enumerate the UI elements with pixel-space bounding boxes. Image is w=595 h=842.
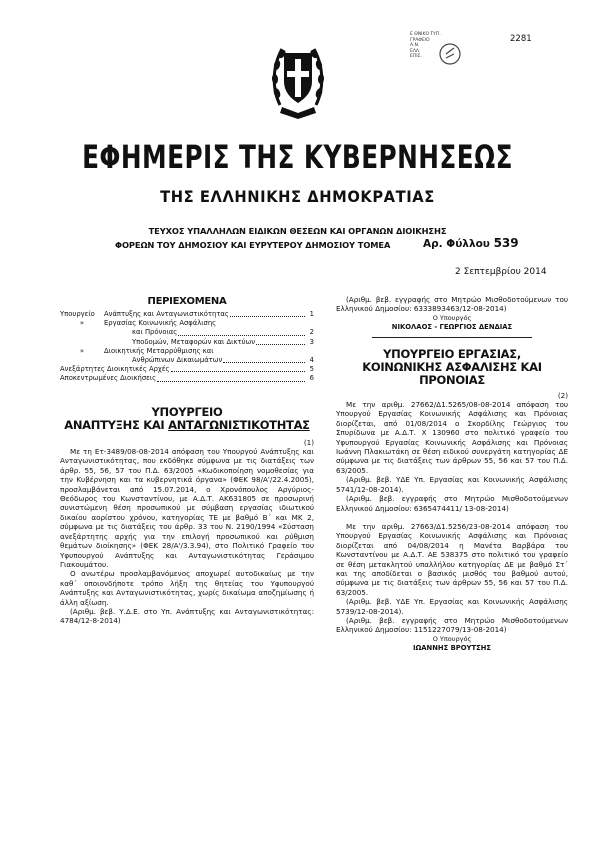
toc-page: 3: [309, 337, 314, 346]
toc-row[interactable]: [60, 310, 314, 319]
toc-row[interactable]: [60, 347, 314, 356]
toc-prefix: »: [79, 346, 85, 355]
toc-label: Ανάπτυξης και Ανταγωνιστικότητας: [104, 310, 229, 318]
toc-label: Διοικητικής Μεταρρύθμισης και: [104, 346, 214, 355]
toc-leader: [178, 335, 305, 336]
toc-page: 1: [309, 310, 314, 318]
decision-paragraph: Ο ανωτέρω προσλαμβανόμενος αποχωρεί αυτοδικαίως με την καθ΄ οποιονδήποτε τρόπο λήξη της θητείας του Υφυπουργού Ανάπτυξης και Ανταγωνιστικότητας, χωρίς δικαίωμα αποζημίωσης ή άλλη αξίωση.: [60, 569, 314, 607]
sheet-number: [423, 236, 519, 250]
toc-leader: [171, 371, 305, 372]
toc-prefix: Υπουργείο: [60, 310, 95, 318]
toc-leader: [223, 362, 305, 363]
issue-date: 2 Σεπτεμβρίου 2014: [455, 267, 547, 277]
toc-label: Υποδομών, Μεταφορών και Δικτύων: [132, 337, 255, 346]
reference-paragraph: (Αριθμ. βεβ. ΥΔΕ Υπ. Εργασίας και Κοινωνικής Ασφάλισης 5741/12-08-2014).: [336, 475, 568, 494]
table-of-contents: [60, 310, 314, 384]
ministry-title-labour: ΥΠΟΥΡΓΕΙΟ ΕΡΓΑΣΙΑΣ, ΚΟΙΝΩΝΙΚΗΣ ΑΣΦΑΛΙΣΗΣ ΚΑΙ ΠΡΟΝΟΙΑΣ: [362, 346, 542, 387]
toc-label: και Πρόνοιας: [132, 328, 178, 337]
issue-type-line-1: ΤΕΥΧΟΣ ΥΠΑΛΛΗΛΩΝ ΕΙΔΙΚΩΝ ΘΕΣΕΩΝ ΚΑΙ ΟΡΓΑΝΩΝ ΔΙΟΙΚΗΣΗΣ: [148, 226, 447, 236]
decision-paragraph: Με την αριθμ. 27663/Δ1.5256/23-08-2014 απόφαση του Υπουργού Εργασίας Κοινωνικής Ασφάλισης και Πρόνοιας διορίζεται από 04/08/2014 η Μανέτα Βαρβάρα του Κωνσταντίνου με Α.Δ.Τ. ΑΕ 538375 στο πολιτικό του γραφείο σε θέση μετακλητού υπαλλήλου κατηγορίας ΔΕ με βαθμό Στ΄ και της αποδίδεται ο βασικός μισθός του βαθμού αυτού, σύμφωνα με τις διατάξεις των άρθρων 55, 56 και 57 του Π.Δ. 63/2005.: [336, 521, 568, 597]
reference-paragraph: (Αριθμ. βεβ. Υ.Δ.Ε. στο Υπ. Ανάπτυξης και Ανταγωνιστικότητας: 4784/12-8-2014): [60, 606, 314, 626]
item-number: (1): [303, 437, 314, 447]
toc-row[interactable]: [60, 365, 314, 374]
decision-paragraph: Με την αριθμ. 27662/Δ1.5265/08-08-2014 απόφαση του Υπουργού Εργασίας Κοινωνικής Ασφάλισης και Πρόνοιας διορίζεται, από 01/08/2014 ο Σκορδίλης Γεώργιος του Σπυρίδωνα με Α.Δ.Τ. Χ 130960 στο πολιτικό γραφείο του Υφυπουργού Εργασίας Κοινωνικής Ασφάλισης και Πρόνοιας Ιωάννη Πλακιωτάκη σε θέση ειδικού συνεργάτη κατηγορίας ΔΕ σύμφωνα με τις διατάξεις των άρθρων 55, 56 και 57 του Π.Δ. 63/2005.: [336, 400, 568, 475]
toc-label: Ανεξάρτητες Διοικητικές Αρχές: [60, 365, 170, 374]
sheet-number-label: Αρ. Φύλλου: [423, 238, 490, 250]
toc-label: Ανθρώπινων Δικαιωμάτων: [132, 356, 223, 365]
reference-paragraph: (Αριθμ. βεβ. εγγραφής στο Μητρώο Μισθοδοτούμενων του Ελληνικού Δημοσίου: 6333893463/12-08-2014): [336, 295, 568, 314]
sheet-number-value: 539: [493, 236, 519, 250]
signature-name: ΝΙΚΟΛΑΟΣ - ΓΕΩΡΓΙΟΣ ΔΕΝΔΙΑΣ: [391, 323, 513, 332]
toc-page: 6: [309, 374, 314, 383]
toc-leader: [230, 316, 305, 317]
toc-row[interactable]: [60, 356, 314, 365]
issue-type-line-2: ΦΟΡΕΩΝ ΤΟΥ ΔΗΜΟΣΙΟΥ ΚΑΙ ΕΥΡΥΤΕΡΟΥ ΔΗΜΟΣΙΟΥ ΤΟΜΕΑ: [115, 240, 391, 250]
toc-page: 2: [309, 328, 314, 337]
stamp-text: Ε ΘΝΙΚΟ ΤΥΠ. ΓΡΑΦΕΙΟ Α.Ν. ΕΛΛ. ΕΠΙΣ.: [410, 32, 441, 59]
signature-label: Ο Υπουργός: [432, 634, 472, 643]
left-column: [60, 295, 314, 626]
decision-paragraph: Με τη Ετ-3489/08-08-2014 απόφαση του Υπουργού Ανάπτυξης και Ανταγωνιστικότητας, που εκδόθηκε σύμφωνα με τις διατάξεις των άρθρ. 55, 56, 57 του Π.Δ. 63/2005 «Κωδικοποίηση νομοθεσίας για την Κυβέρνηση και τα κυβερνητικά όργανα» (ΦΕΚ 98/Α'/22.4.2005), προσλαμβάνεται από 15.07.2014, ο Χρονόπουλος Αργύριος-Θεόδωρος του Κωνσταντίνου, με Α.Δ.Τ. ΑΚ631805 σε προσωρινή συνιστώμενη θέση προσωπικού με σύμβαση εργασίας ιδιωτικού δικαίου αορίστου χρόνου, κατηγορίας ΤΕ με βαθμό Β΄ και ΜΚ 2, σύμφωνα με τις διατάξεις του άρθρ. 33 του Ν. 2190/1994 «Σύσταση ανεξάρτητης αρχής για την επιλογή προσωπικού και ρύθμιση θεμάτων διοίκησης» (ΦΕΚ 28/Α'/3.3.94), στο Πολιτικό Γραφείο του Υφυπουργού Ανάπτυξης και Ανταγωνιστικότητας Γεράσιμου Γιακουμάτου.: [60, 447, 314, 569]
toc-row[interactable]: [60, 328, 314, 337]
toc-label: Αποκεντρωμένες Διοικήσεις: [60, 374, 157, 383]
toc-title: ΠΕΡΙΕΧΟΜΕΝΑ: [147, 296, 227, 307]
toc-page: 5: [309, 365, 314, 374]
section-divider: [372, 337, 532, 338]
national-printing-office-stamp: [410, 32, 464, 76]
ministry-title-development: ΥΠΟΥΡΓΕΙΟ ΑΝΑΠΤΥΞΗΣ ΚΑΙ ΑΝΤΑΓΩΝΙΣΤΙΚΟΤΗΤΑΣ: [64, 404, 310, 432]
toc-label: Εργασίας Κοινωνικής Ασφάλισης: [104, 319, 217, 328]
gazette-title: ΕΦΗΜΕΡΙΣ ΤΗΣ ΚΥΒΕΡΝΗΣΕΩΣ: [82, 138, 513, 176]
reference-paragraph: (Αριθμ. βεβ. εγγραφής στο Μητρώο Μισθοδοτούμενων Ελληνικού Δημοσίου: 1151227079/13-08-2014): [336, 615, 568, 635]
signature-label: Ο Υπουργός: [432, 313, 472, 322]
gazette-subtitle: ΤΗΣ ΕΛΛΗΝΙΚΗΣ ΔΗΜΟΚΡΑΤΙΑΣ: [160, 187, 435, 206]
right-column: [336, 295, 568, 654]
toc-leader: [157, 381, 305, 382]
signature-name: ΙΩΑΝΝΗΣ ΒΡΟΥΤΣΗΣ: [412, 644, 492, 653]
toc-row[interactable]: [60, 374, 314, 383]
toc-leader: [256, 344, 305, 345]
item-number: (2): [557, 390, 568, 400]
greek-coat-of-arms-icon: [270, 33, 326, 119]
toc-row[interactable]: [60, 338, 314, 347]
reference-paragraph: (Αριθμ. βεβ. εγγραφής στο Μητρώο Μισθοδοτούμενων Ελληνικού Δημοσίου: 6365474411/ 13-08-2014): [336, 494, 568, 513]
page-number: 2281: [510, 34, 532, 44]
toc-page: 4: [309, 356, 314, 365]
toc-row[interactable]: [60, 319, 314, 328]
reference-paragraph: (Αριθμ. βεβ. ΥΔΕ Υπ. Εργασίας και Κοινωνικής Ασφάλισης 5739/12-08-2014).: [336, 597, 568, 616]
toc-prefix: »: [79, 319, 85, 328]
